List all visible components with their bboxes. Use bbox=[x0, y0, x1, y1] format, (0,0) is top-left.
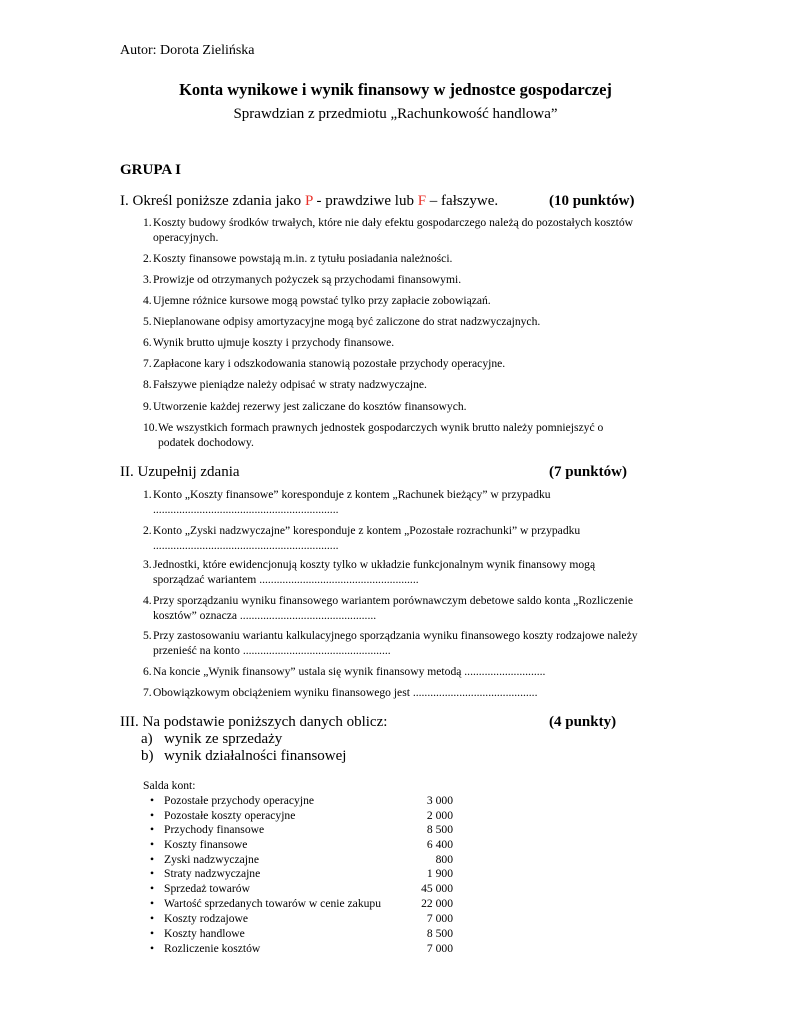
section1-item: 1. Koszty budowy środków trwałych, które nie dały efektu gospodarczego należą do pozostałych kosztów operacyjnych. bbox=[143, 216, 634, 244]
section3-heading: III. Na podstawie poniższych danych oblicz: bbox=[120, 714, 388, 730]
saldo-label: Salda kont: bbox=[143, 779, 196, 792]
document-subtitle: Sprawdzian z przedmiotu „Rachunkowość handlowa” bbox=[233, 106, 558, 122]
section3-points: (4 punkty) bbox=[549, 714, 617, 730]
section2-item: 3. Jednostki, które ewidencjonują koszty tylko w układzie funkcjonalnym wynik finansowy mogą sporządzać wariantem ....................................................... bbox=[143, 558, 596, 586]
section1-item: 9. Utworzenie każdej rezerwy jest zaliczane do kosztów finansowych. bbox=[143, 400, 467, 413]
section1-item: 2. Koszty finansowe powstają m.in. z tytułu posiadania należności. bbox=[143, 252, 453, 265]
section2-item: 2. Konto „Zyski nadzwyczajne” koresponduje z kontem „Pozostałe rozrachunki” w przypadku ................................................................ bbox=[143, 524, 581, 552]
false-marker: F bbox=[417, 193, 427, 209]
author-line: Autor: Dorota Zielińska bbox=[120, 43, 255, 58]
subtask-a: a) wynik ze sprzedaży bbox=[141, 731, 283, 747]
section1-points: (10 punktów) bbox=[549, 193, 635, 209]
true-marker: P bbox=[304, 193, 313, 209]
section1-item: 7. Zapłacone kary i odszkodowania stanowią pozostałe przychody operacyjne. bbox=[143, 357, 506, 370]
document-title: Konta wynikowe i wynik finansowy w jednostce gospodarczej bbox=[179, 80, 612, 99]
section1-item: 4. Ujemne różnice kursowe mogą powstać tylko przy zapłacie zobowiązań. bbox=[143, 294, 491, 307]
section2-item: 4. Przy sporządzaniu wyniku finansowego wariantem porównawczym debetowe saldo konta „Rozliczenie kosztów” oznacza ............................................... bbox=[143, 594, 634, 622]
section1-item: 5. Nieplanowane odpisy amortyzacyjne mogą być zaliczone do strat nadzwyczajnych. bbox=[143, 315, 541, 328]
section1-item: 3. Prowizje od otrzymanych pożyczek są przychodami finansowymi. bbox=[143, 273, 462, 286]
section2-heading: II. Uzupełnij zdania bbox=[120, 464, 240, 480]
subtask-b: b) wynik działalności finansowej bbox=[141, 748, 347, 764]
section2-item: 1. Konto „Koszty finansowe” koresponduje z kontem „Rachunek bieżący” w przypadku ................................................................ bbox=[143, 488, 551, 516]
section1-item: 8. Fałszywe pieniądze należy odpisać w straty nadzwyczajne. bbox=[143, 378, 427, 391]
group-heading: GRUPA I bbox=[120, 162, 181, 178]
section2-item: 5. Przy zastosowaniu wariantu kalkulacyjnego sporządzania wyniku finansowego koszty rodzajowe należy przenieść na konto ................................................... bbox=[143, 629, 638, 657]
section1-item: 10. We wszystkich formach prawnych jednostek gospodarczych wynik brutto należy pomniejszyć o podatek dochodowy. bbox=[143, 421, 604, 449]
section1-item: 6. Wynik brutto ujmuje koszty i przychody finansowe. bbox=[143, 336, 395, 349]
section2-item: 7. Obowiązkowym obciążeniem wyniku finansowego jest ........................................... bbox=[143, 686, 538, 699]
section2-points: (7 punktów) bbox=[549, 464, 627, 480]
section2-item: 6. Na koncie „Wynik finansowy” ustala się wynik finansowy metodą ............................ bbox=[143, 665, 546, 678]
section1-heading: I. Określ poniższe zdania jako P - prawdziwe lub F – fałszywe. bbox=[120, 193, 499, 209]
